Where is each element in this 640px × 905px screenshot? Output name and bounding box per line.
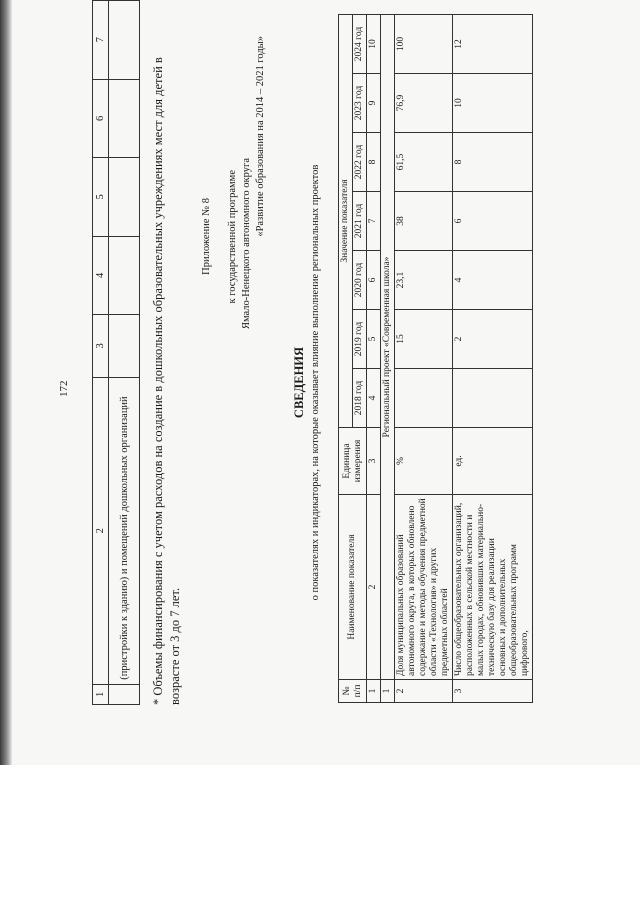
header-year: 2024 год <box>353 15 367 74</box>
section-num: 1 <box>381 680 395 703</box>
col-number: 6 <box>367 251 381 310</box>
row-value: 61,5 <box>395 133 453 192</box>
top-table-col-number: 7 <box>93 1 109 80</box>
header-name: Наименование показателя <box>339 495 367 680</box>
row-value: 4 <box>453 251 533 310</box>
top-table-col-number: 2 <box>93 377 109 684</box>
appendix-title: Приложение № 8 <box>201 198 212 275</box>
row-value: 12 <box>453 15 533 74</box>
appendix-line-1: к государственной программе <box>227 170 238 304</box>
table-header-row <box>339 15 353 703</box>
header-year: 2023 год <box>353 74 367 133</box>
top-table-header-row <box>93 1 109 705</box>
col-number: 1 <box>367 680 381 703</box>
table-row <box>453 15 533 703</box>
top-table-col-number: 3 <box>93 315 109 378</box>
top-table <box>92 0 140 705</box>
row-value: 23,1 <box>395 251 453 310</box>
header-unit: Единица измерения <box>339 428 367 495</box>
top-table-col-number: 6 <box>93 79 109 158</box>
indicators-table <box>338 14 533 703</box>
appendix-line-2: Ямало-Ненецкого автономного округа <box>241 158 252 330</box>
document-heading: СВЕДЕНИЯ <box>292 346 306 419</box>
header-year: 2022 год <box>353 133 367 192</box>
appendix-line-3: «Развитие образования на 2014 – 2021 годы» <box>255 36 266 237</box>
row-unit: % <box>395 428 453 495</box>
document-subheading: о показателях и индикаторах, на которые оказывает влияние выполнение региональных проектов <box>310 164 321 601</box>
top-table-row-text: (пристройки к зданию) и помещений дошкольных организаций <box>109 377 140 684</box>
col-number: 10 <box>367 15 381 74</box>
top-table-row <box>109 1 140 705</box>
header-value-group: Значение показателя <box>339 15 353 428</box>
row-value: 38 <box>395 192 453 251</box>
col-number: 3 <box>367 428 381 495</box>
header-year: 2021 год <box>353 192 367 251</box>
section-row <box>381 15 395 703</box>
row-value <box>453 369 533 428</box>
col-number: 9 <box>367 74 381 133</box>
col-number: 5 <box>367 310 381 369</box>
row-value: 6 <box>453 192 533 251</box>
top-table-col-number: 1 <box>93 684 109 704</box>
table-row <box>395 15 453 703</box>
header-year: 2018 год <box>353 369 367 428</box>
header-num: № п/п <box>339 680 367 703</box>
footnote: * Объемы финансирования с учетом расходов на создание в дошкольных образовательных учреждениях мест для детей в возрасте от 3 до 7 лет. <box>151 57 182 705</box>
row-value: 10 <box>453 74 533 133</box>
table-col-numbers-row <box>367 15 381 703</box>
top-table-col-number: 4 <box>93 236 109 315</box>
row-num: 2 <box>395 680 453 703</box>
page-number: 172 <box>58 380 70 397</box>
row-value: 8 <box>453 133 533 192</box>
section-title: Региональный проект «Современная школа» <box>381 15 395 680</box>
row-value: 100 <box>395 15 453 74</box>
row-name: Число общеобразовательных организаций, расположенных в сельской местности и малых городах, обновивших материально-техническую базу для реализации основных и дополнительных общеобразовательных программ цифрового, <box>453 495 533 680</box>
col-number: 4 <box>367 369 381 428</box>
row-value <box>395 369 453 428</box>
row-num: 3 <box>453 680 533 703</box>
col-number: 7 <box>367 192 381 251</box>
row-value: 76,9 <box>395 74 453 133</box>
top-table-col-number: 5 <box>93 158 109 237</box>
header-year: 2019 год <box>353 310 367 369</box>
row-unit: ед. <box>453 428 533 495</box>
header-year: 2020 год <box>353 251 367 310</box>
row-value: 2 <box>453 310 533 369</box>
row-value: 15 <box>395 310 453 369</box>
row-name: Доля муниципальных образований автономного округа, в которых обновлено содержание и методы обучения предметной области «Технология» и других предметных областей <box>395 495 453 680</box>
col-number: 8 <box>367 133 381 192</box>
col-number: 2 <box>367 495 381 680</box>
